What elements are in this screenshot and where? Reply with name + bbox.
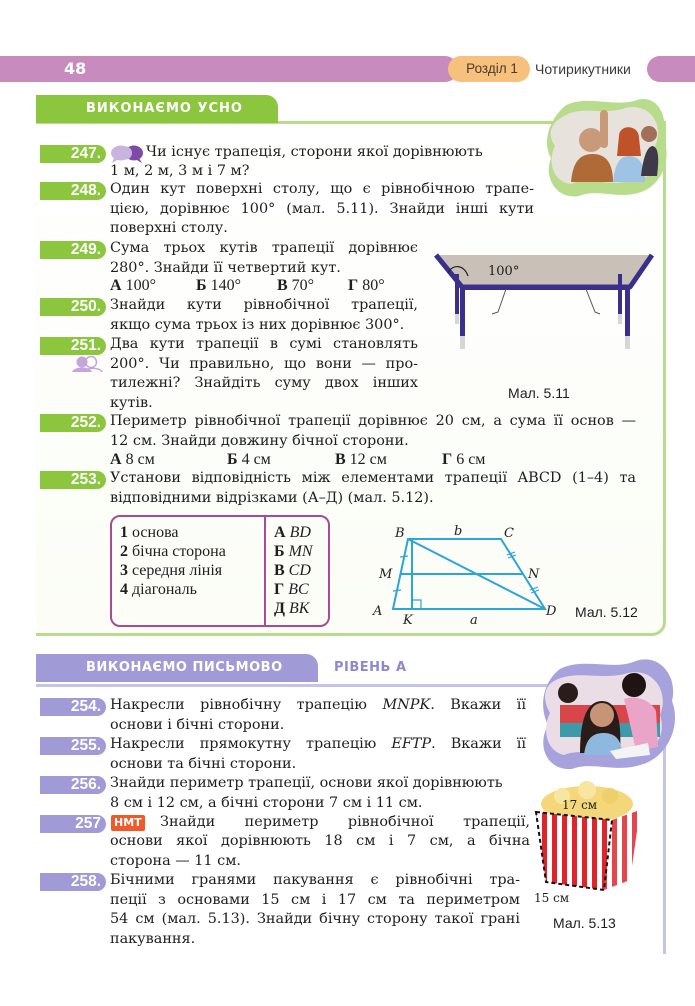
exercise-number-247: 247. <box>40 145 106 163</box>
chapter-title: Чотирикутники <box>535 61 631 77</box>
pair-work-icon <box>70 355 104 373</box>
exercise-253-line-2: відповідними відрізками (А–Д) (мал. 5.12). <box>110 489 434 506</box>
exercise-256-line-1: Знайди периметр трапеції, основи якої дорівнюють <box>110 775 503 791</box>
exercise-251-line-3: тилежні? Знайдіть суму двох інших <box>110 375 418 391</box>
exercise-254-text <box>110 696 526 735</box>
exercise-256-text <box>110 774 530 813</box>
exercise-248-line-3: поверхні столу. <box>110 220 228 236</box>
svg-text:B: B <box>395 526 405 541</box>
exercise-number-252: 252. <box>40 414 106 432</box>
exercise-number-251: 251. <box>40 337 106 355</box>
written-section-title: ВИКОНАЄМО ПИСЬМОВО <box>36 654 318 682</box>
exercise-250-line-1: Знайди кути рівнобічної трапеції, <box>110 297 418 313</box>
exercise-257-line-3: сторона — 11 см. <box>110 852 241 869</box>
section-label: Розділ 1 <box>448 56 530 82</box>
option-a[interactable]: А 8 см <box>110 451 155 468</box>
exercise-number-258: 258. <box>40 873 106 891</box>
exercise-247-line-1: Чи існує трапеція, сторони якої дорівнюють <box>146 144 483 160</box>
students-working-photo <box>540 655 680 780</box>
svg-text:a: a <box>470 613 478 628</box>
exercise-number-257: 257 <box>40 815 106 833</box>
option-b[interactable]: Б 140° <box>196 277 241 294</box>
exercise-251-text <box>110 335 418 413</box>
exercise-number-249: 249. <box>40 241 106 259</box>
option-a[interactable]: А 100° <box>110 277 156 294</box>
bottom-width-label: 15 см <box>534 891 570 905</box>
exercise-number-253: 253. <box>40 471 106 489</box>
exercise-249-options <box>110 277 420 297</box>
exercise-254-line-1: Накресли рівнобічну трапецію MNPK. Вкажи її <box>110 697 526 713</box>
match-left-3: 3 середня лінія <box>120 562 223 579</box>
figure-5-13-caption: Мал. 5.13 <box>553 915 616 931</box>
exercise-number-254: 254. <box>40 698 106 716</box>
exercise-255-line-2: основи та бічні сторони. <box>110 755 297 772</box>
exercise-number-248: 248. <box>40 182 106 200</box>
match-right-d: Д BK <box>274 600 310 617</box>
angle-label: 100° <box>488 264 520 279</box>
exercise-253-line-1: Установи відповідність між елементами трапеції ABCD (1–4) та <box>110 470 636 486</box>
exercise-248-line-2: цією, дорівнює 100° (мал. 5.11). Знайди інші кути <box>110 200 534 217</box>
top-width-label: 17 см <box>562 798 598 812</box>
svg-text:M: M <box>379 567 393 582</box>
exercise-257-line-2: основи якої дорівнюють 18 см і 7 см, а бічна <box>110 833 530 849</box>
exercise-256-line-2: 8 см і 12 см, а бічні сторони 7 см і 11 см. <box>110 794 423 811</box>
exercise-247-line-2: 1 м, 2 м, 3 м і 7 м? <box>110 163 250 179</box>
exercise-258-text <box>110 871 520 949</box>
exercise-249-line-1: Сума трьох кутів трапеції дорівнює <box>110 240 418 256</box>
exercise-252-text <box>110 412 636 451</box>
exercise-248-text <box>110 180 534 239</box>
level-label: РІВЕНЬ А <box>334 660 407 675</box>
exercise-257-line-1: Знайди периметр рівнобічної трапеції, <box>160 814 530 830</box>
exercise-number-256: 256. <box>40 776 106 794</box>
match-right-g: Г BC <box>274 581 309 598</box>
match-right-a: А BD <box>274 524 311 541</box>
exercise-249-text <box>110 239 418 278</box>
oral-section-title: ВИКОНАЄМО УСНО <box>36 95 278 123</box>
table-figure <box>430 252 660 352</box>
exercise-253-text <box>110 469 636 508</box>
exercise-250-text <box>110 296 418 335</box>
nmt-badge: НМТ <box>111 815 145 831</box>
exercise-258-line-4: пакування. <box>110 930 196 947</box>
figure-5-12-caption: Мал. 5.12 <box>575 604 638 620</box>
trapezoid-figure <box>370 524 570 628</box>
figure-5-11-caption: Мал. 5.11 <box>508 385 570 401</box>
exercise-258-line-3: 54 см (мал. 5.13). Знайди бічну сторону такої грані <box>110 911 520 927</box>
option-g[interactable]: Г 80° <box>348 277 385 294</box>
match-left-4: 4 діагональ <box>120 581 197 598</box>
exercise-number-250: 250. <box>40 298 106 316</box>
option-v[interactable]: В 70° <box>277 277 315 294</box>
match-table-divider <box>264 517 266 625</box>
exercise-248-line-1: Один кут поверхні столу, що є рівнобічною трапе- <box>110 181 534 197</box>
svg-text:K: K <box>403 613 413 628</box>
option-b[interactable]: Б 4 см <box>227 451 271 468</box>
match-left-1: 1 основа <box>120 524 179 541</box>
discussion-icon <box>110 145 144 163</box>
exercise-252-options <box>110 451 530 471</box>
exercise-255-line-1: Накресли прямокутну трапецію EFTP. Вкажи її <box>110 736 526 752</box>
option-v[interactable]: В 12 см <box>335 451 387 468</box>
exercise-252-line-2: 12 см. Знайди довжину бічної сторони. <box>110 432 409 449</box>
exercise-251-line-1: Два кути трапеції в сумі становлять <box>110 336 418 352</box>
exercise-251-line-2: 200°. Чи правильно, що вони — про- <box>110 355 418 372</box>
exercise-255-text <box>110 735 526 774</box>
match-right-b: Б MN <box>274 543 313 560</box>
students-photo <box>545 96 670 201</box>
exercise-250-line-2: якщо сума трьох із них дорівнює 300°. <box>110 316 405 333</box>
match-table <box>110 515 330 627</box>
exercise-257-text <box>110 832 530 871</box>
svg-text:A: A <box>373 604 383 619</box>
page-number: 48 <box>64 59 87 78</box>
written-section-rule <box>36 684 556 687</box>
header-cap <box>647 56 695 82</box>
exercise-252-line-1: Периметр рівнобічної трапеції дорівнює 20 см, а сума її основ — <box>110 413 636 429</box>
svg-text:N: N <box>528 567 540 582</box>
svg-text:D: D <box>546 604 557 619</box>
exercise-251-line-4: кутів. <box>110 394 153 411</box>
exercise-258-line-1: Бічними гранями пакування є рівнобічні тра- <box>110 872 520 888</box>
svg-text:C: C <box>504 526 514 541</box>
match-right-v: В CD <box>274 562 311 579</box>
exercise-257-line-1-wrap <box>160 813 530 833</box>
match-left-2: 2 бічна сторона <box>120 543 226 560</box>
exercise-258-line-2: пеції з основами 15 см і 17 см та периметром <box>110 891 520 908</box>
exercise-number-255: 255. <box>40 737 106 755</box>
svg-text:b: b <box>454 524 463 539</box>
exercise-254-line-2: основи і бічні сторони. <box>110 716 285 733</box>
exercise-249-line-2: 280°. Знайди її четвертий кут. <box>110 259 341 276</box>
option-g[interactable]: Г 6 см <box>442 451 486 468</box>
